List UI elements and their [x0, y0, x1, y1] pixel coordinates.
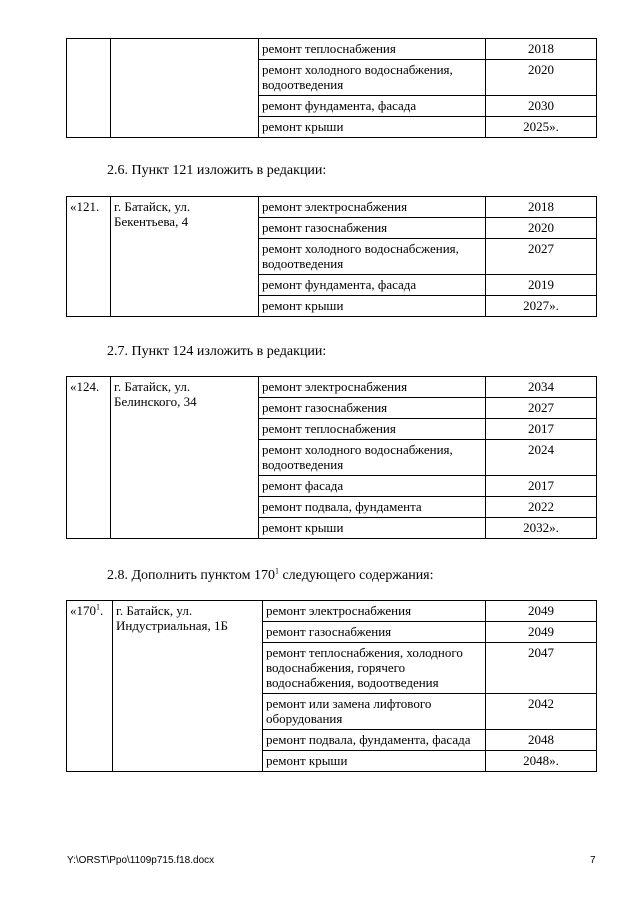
work-cell: ремонт газоснабжения	[263, 622, 486, 643]
year-cell: 2049	[486, 622, 597, 643]
table-row	[67, 377, 597, 398]
number-superscript: 1	[96, 602, 100, 612]
address-cell: г. Батайск, ул. Бекентьева, 4	[111, 197, 259, 317]
work-cell: ремонт или замена лифтового оборудования	[263, 694, 486, 730]
work-cell: ремонт теплоснабжения, холодного водоснабжения, горячего водоснабжения, водоотведения	[263, 643, 486, 694]
table-row	[67, 601, 597, 622]
year-cell: 2025».	[486, 117, 597, 138]
year-cell: 2030	[486, 96, 597, 117]
table-row	[67, 197, 597, 218]
work-cell: ремонт крыши	[263, 751, 486, 772]
work-cell: ремонт крыши	[259, 296, 486, 317]
year-cell: 2019	[486, 275, 597, 296]
table-top	[66, 38, 597, 138]
year-cell: 2032».	[486, 518, 597, 539]
year-cell: 2027	[486, 239, 597, 275]
number-dot: .	[100, 603, 104, 618]
year-cell: 2027».	[486, 296, 597, 317]
year-cell: 2017	[486, 476, 597, 497]
year-cell: 2022	[486, 497, 597, 518]
year-cell: 2020	[486, 218, 597, 239]
year-cell: 2020	[486, 60, 597, 96]
work-cell: ремонт электроснабжения	[259, 197, 486, 218]
work-cell: ремонт фундамента, фасада	[259, 275, 486, 296]
work-cell: ремонт электроснабжения	[259, 377, 486, 398]
heading-superscript: 1	[274, 566, 279, 576]
address-cell	[111, 39, 259, 138]
number-cell: «121.	[67, 197, 111, 317]
work-cell: ремонт подвала, фундамента, фасада	[263, 730, 486, 751]
year-cell: 2018	[486, 197, 597, 218]
work-cell: ремонт фундамента, фасада	[259, 96, 486, 117]
address-cell: г. Батайск, ул. Индустриальная, 1Б	[113, 601, 263, 772]
number-cell	[67, 601, 113, 772]
number-cell: «124.	[67, 377, 111, 539]
year-cell: 2017	[486, 419, 597, 440]
work-cell: ремонт теплоснабжения	[259, 419, 486, 440]
work-cell: ремонт газоснабжения	[259, 398, 486, 419]
number-text: «170	[70, 603, 96, 618]
work-cell: ремонт фасада	[259, 476, 486, 497]
table-121	[66, 196, 597, 317]
year-cell: 2027	[486, 398, 597, 419]
heading-text-tail: следующего содержания:	[278, 568, 434, 583]
section-heading-170	[107, 568, 434, 584]
table-124	[66, 376, 597, 539]
address-cell: г. Батайск, ул. Белинского, 34	[111, 377, 259, 539]
table-row	[67, 39, 597, 60]
year-cell: 2024	[486, 440, 597, 476]
year-cell: 2048».	[486, 751, 597, 772]
year-cell: 2048	[486, 730, 597, 751]
section-heading-121: 2.6. Пункт 121 изложить в редакции:	[107, 163, 327, 178]
work-cell: ремонт холодного водоснабжения, водоотведения	[259, 60, 486, 96]
work-cell: ремонт газоснабжения	[259, 218, 486, 239]
work-cell: ремонт холодного водоснабсжения, водоотведения	[259, 239, 486, 275]
section-heading-124: 2.7. Пункт 124 изложить в редакции:	[107, 344, 327, 359]
work-cell: ремонт подвала, фундамента	[259, 497, 486, 518]
year-cell: 2034	[486, 377, 597, 398]
footer-file-path: Y:\ORST\Ppo\1109p715.f18.docx	[67, 855, 215, 866]
number-cell	[67, 39, 111, 138]
work-cell: ремонт теплоснабжения	[259, 39, 486, 60]
heading-text: 2.8. Дополнить пунктом 170	[107, 568, 275, 583]
work-cell: ремонт электроснабжения	[263, 601, 486, 622]
work-cell: ремонт крыши	[259, 518, 486, 539]
work-cell: ремонт холодного водоснабжения, водоотведения	[259, 440, 486, 476]
footer-page-number: 7	[590, 855, 596, 866]
table-170-1	[66, 600, 597, 772]
year-cell: 2047	[486, 643, 597, 694]
year-cell: 2018	[486, 39, 597, 60]
year-cell: 2042	[486, 694, 597, 730]
work-cell: ремонт крыши	[259, 117, 486, 138]
year-cell: 2049	[486, 601, 597, 622]
